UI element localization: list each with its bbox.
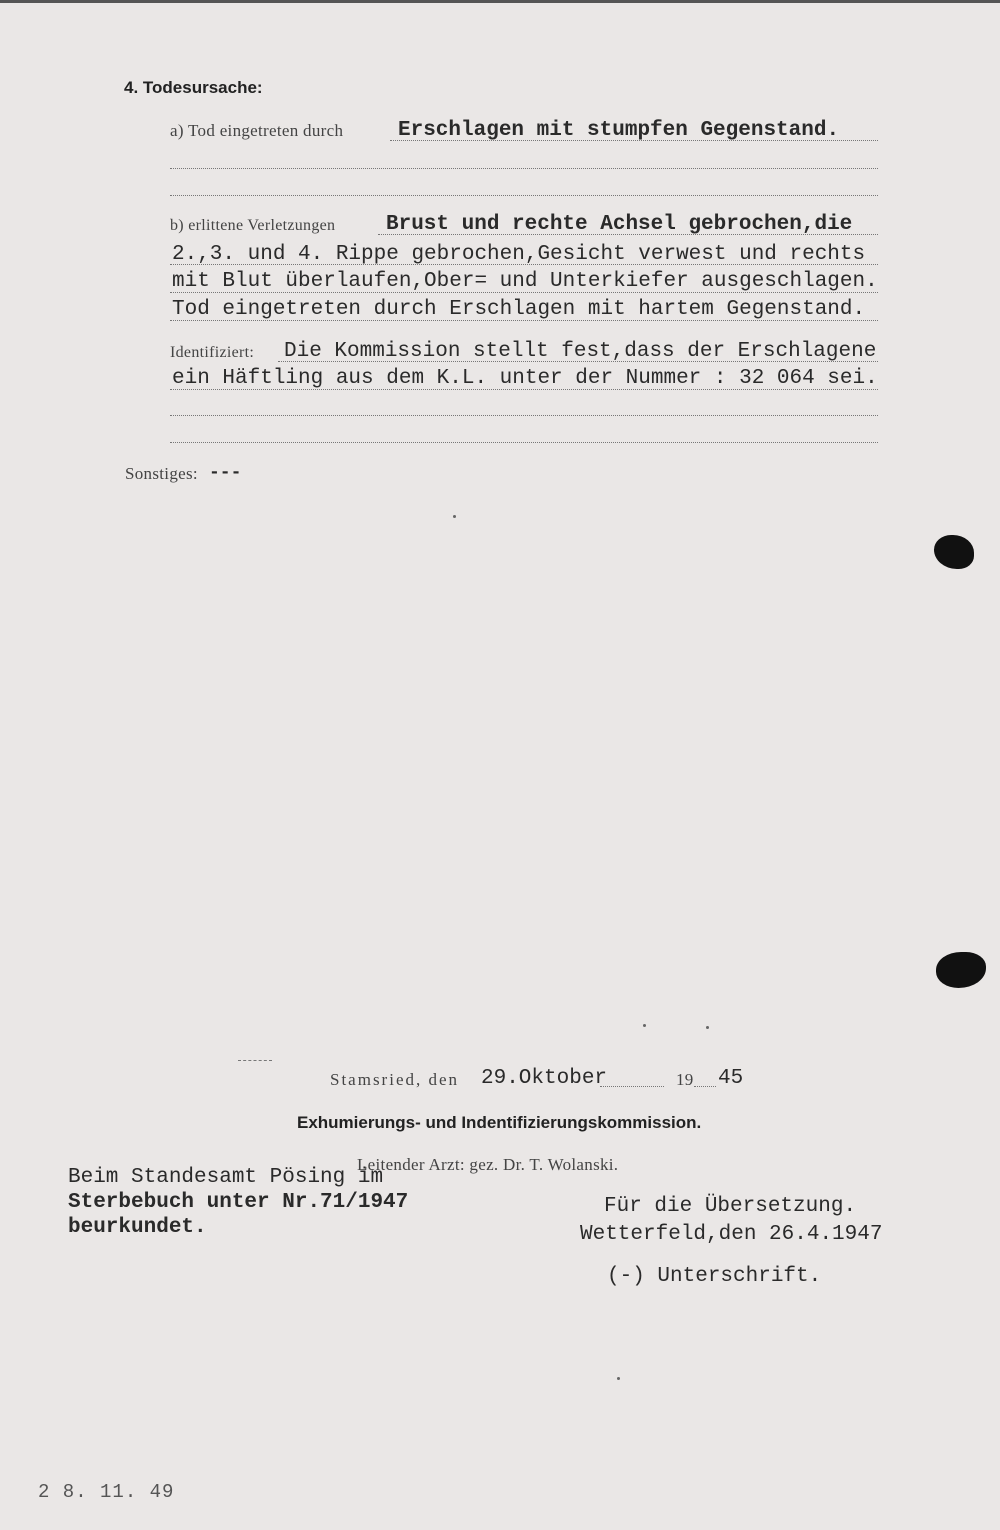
other-value: ---: [209, 463, 242, 483]
other-label: Sonstiges:: [125, 464, 198, 483]
place-label: Stamsried, den: [330, 1070, 460, 1089]
registry-note-line-1: Beim Standesamt Pösing im: [68, 1166, 384, 1189]
injuries-line-3: mit Blut überlaufen,Ober= und Unterkiefer ausgeschlagen.: [172, 270, 878, 293]
blank-dotline-4: [170, 442, 878, 443]
commission-name: Exhumierungs- und Indentifizierungskommission.: [297, 1113, 702, 1132]
date-year: 45: [718, 1067, 744, 1090]
injuries-dotline-3: [170, 292, 878, 293]
small-dash-mark: [238, 1060, 272, 1061]
speck: [453, 515, 456, 518]
blank-dotline-3: [170, 415, 878, 416]
date-day-month: 29.Oktober: [481, 1067, 608, 1090]
cause-dotline: [390, 140, 878, 141]
translation-note-line-1: Für die Übersetzung.: [604, 1195, 857, 1218]
section-heading: 4. Todesursache:: [124, 78, 263, 97]
punch-hole-mark-2: [936, 952, 986, 988]
speck: [617, 1377, 620, 1380]
footer-date-stamp: 2 8. 11. 49: [38, 1481, 175, 1503]
blank-dotline-1: [170, 168, 878, 169]
identified-label: Identifiziert:: [170, 344, 255, 361]
translation-note-line-2: Wetterfeld,den 26.4.1947: [580, 1223, 883, 1246]
registry-note-line-3: beurkundet.: [68, 1216, 207, 1239]
injuries-dotline-1: [378, 234, 878, 235]
identified-line-1: Die Kommission stellt fest,dass der Erschlagene: [284, 340, 877, 363]
cause-label: a) Tod eingetreten durch: [170, 121, 344, 140]
date-dotline: [600, 1086, 664, 1087]
blank-dotline-2: [170, 195, 878, 196]
doctor-signature-line: Leitender Arzt: gez. Dr. T. Wolanski.: [357, 1155, 619, 1174]
speck: [706, 1026, 709, 1029]
identified-line-2: ein Häftling aus dem K.L. unter der Nummer : 32 064 sei.: [172, 367, 878, 390]
registry-note-line-2: Sterbebuch unter Nr.71/1947: [68, 1191, 409, 1214]
scan-edge: [0, 0, 1000, 3]
identified-dotline-1: [278, 361, 878, 362]
date-century: 19: [676, 1070, 694, 1089]
injuries-line-4: Tod eingetreten durch Erschlagen mit hartem Gegenstand.: [172, 298, 866, 321]
injuries-line-1: Brust und rechte Achsel gebrochen,die: [386, 213, 853, 236]
cause-value: Erschlagen mit stumpfen Gegenstand.: [398, 119, 840, 142]
identified-dotline-2: [170, 389, 878, 390]
year-dotline: [694, 1086, 716, 1087]
injuries-line-2: 2.,3. und 4. Rippe gebrochen,Gesicht verwest und rechts: [172, 243, 866, 266]
injuries-dotline-4: [170, 320, 878, 321]
translation-note-line-3: (-) Unterschrift.: [607, 1265, 822, 1288]
injuries-label: b) erlittene Verletzungen: [170, 217, 336, 234]
injuries-dotline-2: [170, 264, 878, 265]
punch-hole-mark-1: [934, 535, 974, 569]
speck: [643, 1024, 646, 1027]
